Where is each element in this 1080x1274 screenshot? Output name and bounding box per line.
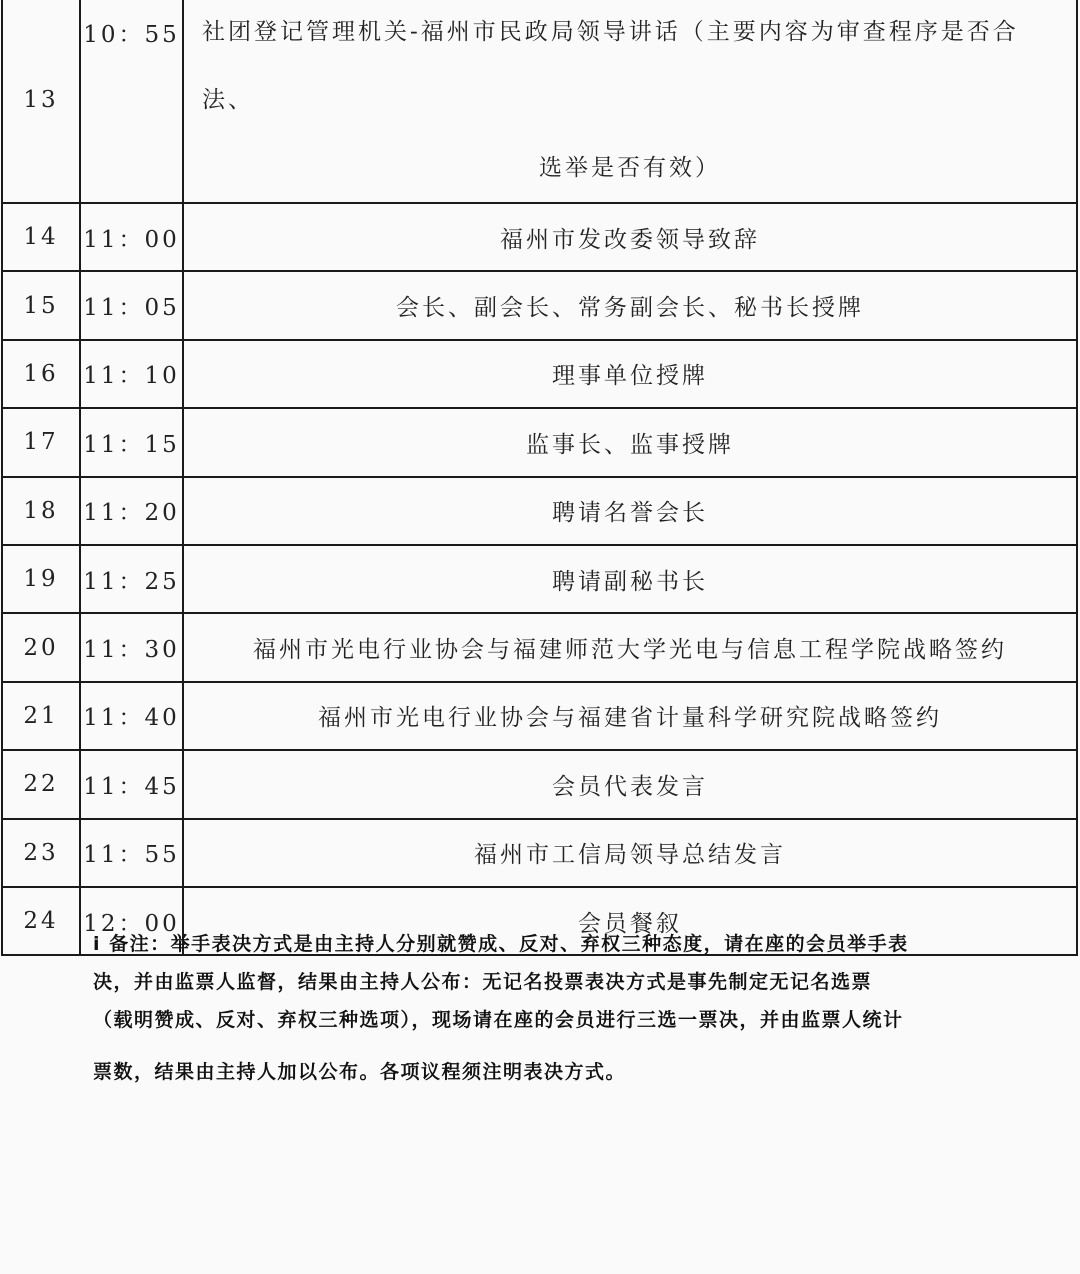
row-number: 16 <box>2 340 80 408</box>
table-row <box>2 477 1077 545</box>
row-number: 17 <box>2 408 80 476</box>
row-time: 11：15 <box>80 408 183 476</box>
note-line-2: 决，并由监票人监督，结果由主持人公布：无记名投票表决方式是事先制定无记名选票 <box>93 971 873 993</box>
row-item: 监事长、监事授牌 <box>183 408 1077 476</box>
row-number: 15 <box>2 271 80 339</box>
row-time: 12：00 <box>80 887 183 955</box>
row-number: 22 <box>2 750 80 818</box>
table-row <box>2 545 1077 613</box>
agenda-table <box>1 0 1078 956</box>
row-number: 20 <box>2 613 80 681</box>
row-item: 理事单位授牌 <box>183 340 1077 408</box>
row-time: 10：55 <box>80 0 183 203</box>
row-time: 11：30 <box>80 613 183 681</box>
row-time: 11：25 <box>80 545 183 613</box>
note-line-1: i 备注：举手表决方式是由主持人分别就赞成、反对、弃权三种态度，请在座的会员举手表 <box>93 933 909 955</box>
row-item: 福州市发改委领导致辞 <box>183 203 1077 271</box>
row-number: 13 <box>2 0 80 203</box>
note-line-3: （载明赞成、反对、弃权三种选项），现场请在座的会员进行三选一票决，并由监票人统计 <box>93 1009 904 1031</box>
table-row <box>2 408 1077 476</box>
row-time: 11：05 <box>80 271 183 339</box>
row-number: 14 <box>2 203 80 271</box>
row-item-line1: 社团登记管理机关-福州市民政局领导讲话（主要内容为审查程序是否合法、 <box>202 19 1019 113</box>
table-row <box>2 340 1077 408</box>
row-item: 会员代表发言 <box>183 750 1077 818</box>
table-row <box>2 682 1077 750</box>
row-time: 11：20 <box>80 477 183 545</box>
row-time: 11：00 <box>80 203 183 271</box>
row-number: 18 <box>2 477 80 545</box>
row-time: 11：10 <box>80 340 183 408</box>
row-item: 福州市光电行业协会与福建师范大学光电与信息工程学院战略签约 <box>183 613 1077 681</box>
row-time: 11：40 <box>80 682 183 750</box>
row-item: 聘请副秘书长 <box>183 545 1077 613</box>
table-row <box>2 203 1077 271</box>
row-item: 聘请名誉会长 <box>183 477 1077 545</box>
row-number: 19 <box>2 545 80 613</box>
row-item: 福州市工信局领导总结发言 <box>183 819 1077 887</box>
row-item: 福州市光电行业协会与福建省计量科学研究院战略签约 <box>183 682 1077 750</box>
row-item <box>183 0 1077 203</box>
table-row <box>2 613 1077 681</box>
row-time: 11：55 <box>80 819 183 887</box>
row-number: 23 <box>2 819 80 887</box>
row-item-line2: 选举是否有效） <box>539 155 721 181</box>
row-time: 11：45 <box>80 750 183 818</box>
row-item: 会长、副会长、常务副会长、秘书长授牌 <box>183 271 1077 339</box>
row-number: 24 <box>2 887 80 955</box>
table-row <box>2 271 1077 339</box>
remarks-note <box>93 925 993 1091</box>
table-row <box>2 819 1077 887</box>
note-line-4: 票数，结果由主持人加以公布。各项议程须注明表决方式。 <box>93 1061 627 1083</box>
row-number: 21 <box>2 682 80 750</box>
table-row <box>2 750 1077 818</box>
table-row <box>2 0 1077 203</box>
row-item: 会员餐叙 <box>183 887 1077 955</box>
